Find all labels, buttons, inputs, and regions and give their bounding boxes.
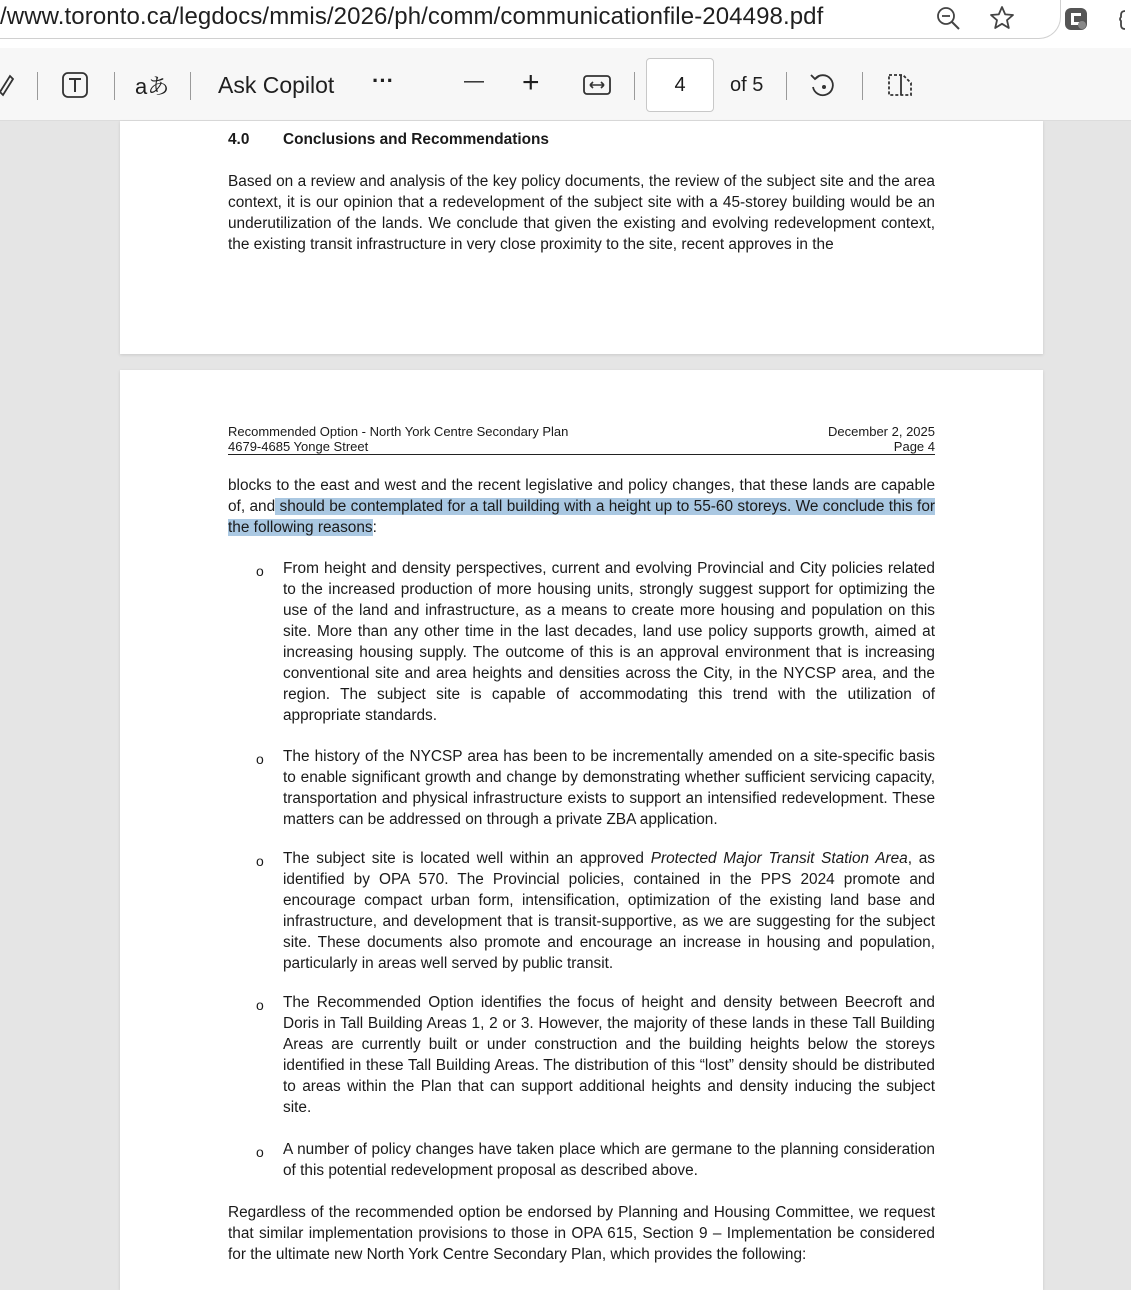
- toolbar-separator: [37, 72, 38, 100]
- closing-paragraph: Regardless of the recommended option be endorsed by Planning and Housing Committee, we request that similar implementation provisions to those in OPA 615, Section 9 – Implementation be considered for the ultimate new North York Centre Secondary Plan, which provides the following:: [228, 1204, 935, 1263]
- bullet-text-3-end: , as identified by OPA 570. The Provincial policies, contained in the PPS 2024 promote and encourage compact urban form, intensification, optimization of the existing land base and infrastructure, and development that is transit-supportive, as we are suggesting for the subject site. These documents also promote and encourage an increase in housing and population, particularly in areas well served by public transit.: [283, 850, 935, 972]
- intro-paragraph: [228, 475, 935, 538]
- intro-colon: :: [372, 519, 377, 536]
- ask-copilot-button[interactable]: Ask Copilot: [218, 72, 335, 98]
- toolbar-separator: [634, 72, 635, 100]
- translate-icon[interactable]: aあ: [135, 74, 170, 99]
- toolbar-separator: [786, 72, 787, 100]
- header-date: December 2, 2025: [828, 424, 935, 439]
- bullet-text-3-start: The subject site is located well within an approved: [283, 850, 651, 867]
- extensions-icon[interactable]: [1118, 4, 1131, 34]
- bullet-text-2: The history of the NYCSP area has been to be incrementally amended on a site-specific basis to enable significant growth and change by demonstrating whether sufficient servicing capacity, transportation and physical infrastructure exists to support an intensified redevelopment. These matters can be addressed on through a private ZBA application.: [283, 748, 935, 828]
- header-page-number: Page 4: [893, 439, 935, 454]
- favorite-star-icon[interactable]: [986, 2, 1018, 34]
- bullet-marker: o: [256, 853, 264, 869]
- bullet-text-5: A number of policy changes have taken place which are germane to the planning consideration of this potential redevelopment proposal as described above.: [283, 1141, 935, 1179]
- toolbar-separator: [190, 72, 191, 100]
- bullet-marker: o: [256, 563, 264, 579]
- bullet-text-3: [283, 848, 935, 974]
- rotate-icon[interactable]: [807, 69, 839, 101]
- section-number: 4.0: [228, 131, 250, 148]
- selected-text-highlight[interactable]: should be contemplated for a tall building with a height up to 55-60 storeys. We conclude this for the following reasons: [228, 498, 936, 536]
- bullet-marker: o: [256, 751, 264, 767]
- pdf-page-3: [120, 121, 1043, 354]
- url-bar[interactable]: [0, 0, 1061, 39]
- bullet-text-4: The Recommended Option identifies the focus of height and density between Beecroft and Doris in Tall Building Areas 1, 2 or 3. However, the majority of these lands in these Tall Building Areas are currently built or under construction and the building heights below the storeys identified in these Tall Building Areas. The distribution of this “lost” density should be distributed to areas within the Plan that can support additional heights and density inducing the subject site.: [283, 994, 935, 1116]
- pdf-page-4: [120, 370, 1043, 1290]
- more-options-button[interactable]: ···: [372, 68, 394, 93]
- conclusion-paragraph: Based on a review and analysis of the key policy documents, the review of the subject site and the area context, it is our opinion that a redevelopment of the subject site with a 45-storey building would be an underutilization of the lands. We conclude that given the existing and evolving redevelopment context, the existing transit infrastructure in very close proximity to the site, recent approves in the: [228, 173, 935, 253]
- section-title: Conclusions and Recommendations: [283, 131, 549, 148]
- zoom-in-button[interactable]: +: [522, 66, 540, 99]
- zoom-out-icon[interactable]: [933, 3, 963, 33]
- page-number-input[interactable]: 4: [646, 58, 714, 112]
- copilot-extension-icon[interactable]: [1060, 3, 1092, 35]
- bullet-text-3-italic: Protected Major Transit Station Area: [650, 850, 908, 867]
- header-rule: [228, 454, 935, 455]
- zoom-out-button[interactable]: —: [464, 70, 484, 92]
- bullet-marker: o: [256, 997, 264, 1013]
- bullet-marker: o: [256, 1144, 264, 1160]
- fit-width-icon[interactable]: [581, 72, 613, 98]
- toolbar-separator: [862, 72, 863, 100]
- url-text[interactable]: /www.toronto.ca/legdocs/mmis/2026/ph/comm/communicationfile-204498.pdf: [0, 3, 824, 30]
- header-address: 4679-4685 Yonge Street: [228, 439, 369, 454]
- bullet-text-1: From height and density perspectives, current and evolving Provincial and City policies related to the increased production of more housing units, strongly suggest support for optimizing the use of the land and infrastructure, as a means to create more housing and population on this site. More than any other time in the last decades, land use policy supports growth, aimed at increasing housing supply. The outcome of this is an approval environment that is increasing conventional site and area heights and densities across the City, in the NYCSP area, and the region. The subject site is capable of accommodating this trend with the utilization of appropriate standards.: [283, 560, 935, 724]
- draw-icon[interactable]: [0, 72, 14, 98]
- pdf-toolbar: [0, 48, 1131, 121]
- page-total-label: of 5: [730, 74, 764, 96]
- text-box-icon[interactable]: [60, 70, 90, 100]
- intro-text: blocks to the east and west and the recent legislative and policy changes, that these lands are capable of, and: [228, 477, 935, 515]
- browser-address-bar: [0, 0, 1131, 48]
- page-view-icon[interactable]: [884, 70, 916, 100]
- header-plan-title: Recommended Option - North York Centre Secondary Plan: [228, 424, 569, 439]
- toolbar-separator: [114, 72, 115, 100]
